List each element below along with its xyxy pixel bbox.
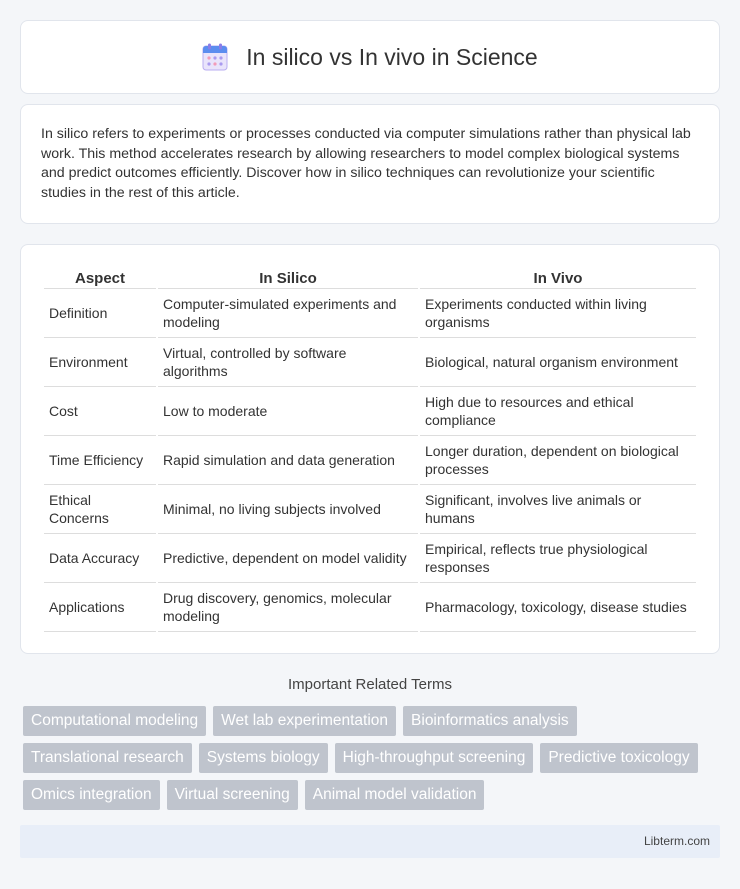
footer-brand-link[interactable]: Libterm.com <box>643 834 710 848</box>
table-row <box>44 485 696 534</box>
row-aspect: Time Efficiency <box>44 436 156 485</box>
tag-bioinformatics-analysis[interactable]: Bioinformatics analysis <box>403 706 577 736</box>
title-card <box>20 20 720 94</box>
row-in-silico: Predictive, dependent on model validity <box>158 534 418 583</box>
row-aspect: Definition <box>44 289 156 338</box>
tag-computational-modeling[interactable]: Computational modeling <box>23 706 206 736</box>
row-aspect: Data Accuracy <box>44 534 156 583</box>
intro-text: In silico refers to experiments or processes conducted via computer simulations rather than physical lab work. This method accelerates research by allowing researchers to model complex biological systems and predict outcomes efficiently. Discover how in silico techniques can revolutionize your scientific studies in the rest of this article. <box>41 126 691 201</box>
tag-animal-model-validation[interactable]: Animal model validation <box>305 780 485 810</box>
calendar-icon <box>202 43 228 71</box>
row-in-vivo: Significant, involves live animals or humans <box>420 485 696 534</box>
row-in-silico: Computer-simulated experiments and modeling <box>158 289 418 338</box>
tag-predictive-toxicology[interactable]: Predictive toxicology <box>540 743 697 773</box>
row-in-vivo: Empirical, reflects true physiological responses <box>420 534 696 583</box>
row-aspect: Ethical Concerns <box>44 485 156 534</box>
tag-translational-research[interactable]: Translational research <box>23 743 192 773</box>
row-in-vivo: Longer duration, dependent on biological processes <box>420 436 696 485</box>
header-in-vivo: In Vivo <box>420 267 696 289</box>
comparison-table <box>42 267 698 632</box>
tag-virtual-screening[interactable]: Virtual screening <box>167 780 298 810</box>
related-terms-list <box>23 706 723 810</box>
table-row <box>44 289 696 338</box>
table-row <box>44 338 696 387</box>
row-in-silico: Low to moderate <box>158 387 418 436</box>
table-row <box>44 436 696 485</box>
table-row <box>44 387 696 436</box>
table-header-row <box>44 267 696 289</box>
row-in-vivo: Pharmacology, toxicology, disease studies <box>420 583 696 632</box>
row-aspect: Environment <box>44 338 156 387</box>
tag-wet-lab-experimentation[interactable]: Wet lab experimentation <box>213 706 396 736</box>
row-aspect: Cost <box>44 387 156 436</box>
row-in-silico: Rapid simulation and data generation <box>158 436 418 485</box>
tag-high-throughput-screening[interactable]: High-throughput screening <box>335 743 534 773</box>
row-in-vivo: High due to resources and ethical compliance <box>420 387 696 436</box>
comparison-table-card <box>20 244 720 654</box>
row-in-silico: Minimal, no living subjects involved <box>158 485 418 534</box>
row-in-vivo: Biological, natural organism environment <box>420 338 696 387</box>
tag-omics-integration[interactable]: Omics integration <box>23 780 160 810</box>
table-row <box>44 534 696 583</box>
header-aspect: Aspect <box>44 267 156 289</box>
row-in-silico: Virtual, controlled by software algorithms <box>158 338 418 387</box>
related-terms-title: Important Related Terms <box>288 676 452 693</box>
footer <box>20 825 720 858</box>
table-row <box>44 583 696 632</box>
intro-card <box>20 104 720 224</box>
row-in-silico: Drug discovery, genomics, molecular modeling <box>158 583 418 632</box>
row-in-vivo: Experiments conducted within living organisms <box>420 289 696 338</box>
header-in-silico: In Silico <box>158 267 418 289</box>
row-aspect: Applications <box>44 583 156 632</box>
page-title: In silico vs In vivo in Science <box>246 43 538 70</box>
tag-systems-biology[interactable]: Systems biology <box>199 743 328 773</box>
